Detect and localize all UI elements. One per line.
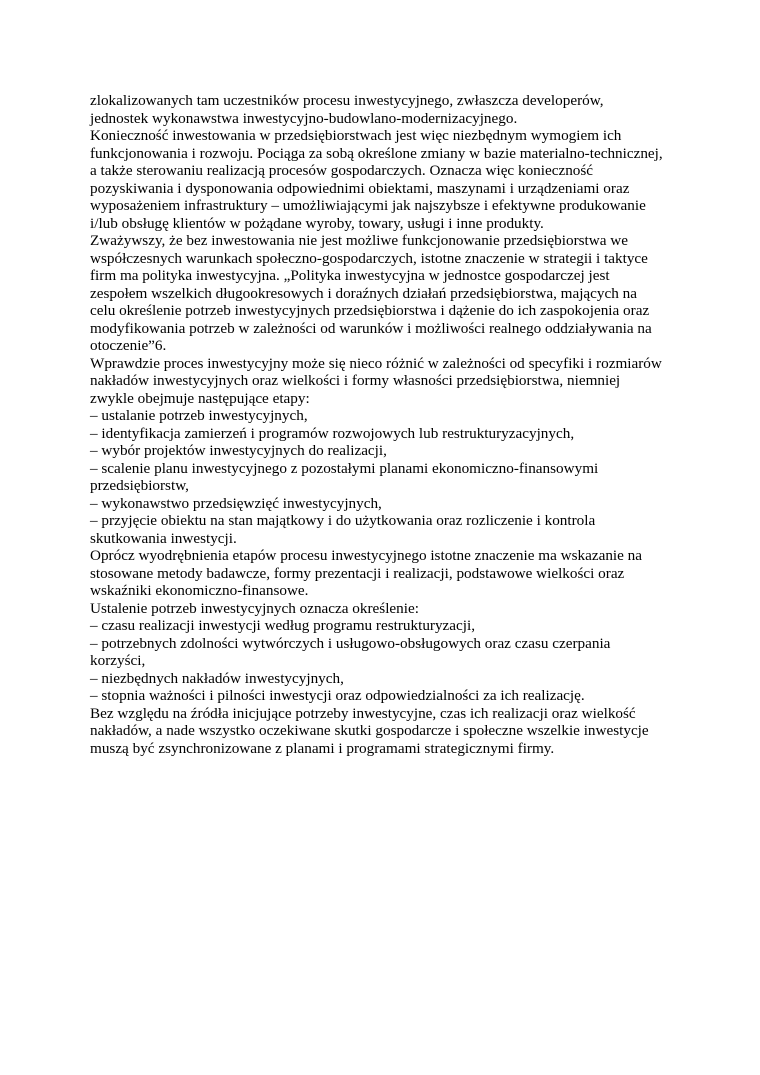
list-item: – przyjęcie obiektu na stan majątkowy i do użytkowania oraz rozliczenie i kontrola [90, 512, 596, 529]
text-line: muszą być zsynchronizowane z planami i programami strategicznymi firmy. [90, 739, 555, 757]
list-item: – identyfikacja zamierzeń i programów rozwojowych lub restrukturyzacyjnych, [90, 424, 575, 442]
text-line: modyfikowania potrzeb w zależności od warunków i możliwości realnego oddziaływania na [90, 319, 652, 337]
text-line: stosowane metody badawcze, formy prezentacji i realizacji, podstawowe wielkości oraz [90, 564, 625, 582]
text-line: współczesnych warunkach społeczno-gospodarczych, istotne znaczenie w strategii i taktyce [90, 249, 648, 267]
text-line: Konieczność inwestowania w przedsiębiorstwach jest więc niezbędnym wymogiem ich [90, 127, 622, 144]
text-line: jednostek wykonawstwa inwestycyjno-budowlano-modernizacyjnego. [90, 109, 518, 127]
document-body-text [90, 92, 690, 757]
text-line: nakładów inwestycyjnych oraz wielkości i formy własności przedsiębiorstwa, niemniej [90, 372, 621, 389]
text-line: a także sterowaniu realizacją procesów gospodarczych. Oznacza więc konieczność [90, 162, 594, 179]
text-line: zespołem wszelkich długookresowych i doraźnych działań przedsiębiorstwa, mających na [90, 284, 637, 302]
list-item: – wybór projektów inwestycyjnych do realizacji, [90, 442, 387, 459]
text-line: celu określenie potrzeb inwestycyjnych przedsiębiorstwa i dążenie do ich zaspokojenia oraz [90, 302, 650, 319]
text-line: przedsiębiorstw, [90, 477, 189, 494]
text-line: skutkowania inwestycji. [90, 529, 237, 547]
list-item: – potrzebnych zdolności wytwórczych i usługowo-obsługowych oraz czasu czerpania [90, 634, 611, 652]
list-item: – stopnia ważności i pilności inwestycji oraz odpowiedzialności za ich realizację. [90, 687, 585, 704]
text-line: zlokalizowanych tam uczestników procesu inwestycyjnego, zwłaszcza developerów, [90, 92, 604, 109]
text-line: zwykle obejmuje następujące etapy: [90, 389, 310, 407]
text-line: Bez względu na źródła inicjujące potrzeby inwestycyjne, czas ich realizacji oraz wielkość [90, 704, 636, 722]
text-line: Zważywszy, że bez inwestowania nie jest możliwe funkcjonowanie przedsiębiorstwa we [90, 232, 628, 249]
text-line: pozyskiwania i dysponowania odpowiednimi obiektami, maszynami i urządzeniami oraz [90, 179, 630, 197]
list-item: – ustalanie potrzeb inwestycyjnych, [90, 407, 308, 424]
list-item: – czasu realizacji inwestycji według programu restrukturyzacji, [90, 617, 476, 634]
text-line: Oprócz wyodrębnienia etapów procesu inwestycyjnego istotne znaczenie ma wskazanie na [90, 547, 643, 564]
text-line: Wprawdzie proces inwestycyjny może się nieco różnić w zależności od specyfiki i rozmiarów [90, 354, 662, 372]
text-line: i/lub obsługę klientów w pożądane wyroby, towary, usługi i inne produkty. [90, 214, 544, 232]
list-item: – wykonawstwo przedsięwzięć inwestycyjnych, [90, 494, 382, 512]
text-line: firm ma polityka inwestycyjna. „Polityka inwestycyjna w jednostce gospodarczej jest [90, 267, 610, 284]
text-line: otoczenie”6. [90, 337, 167, 354]
list-item: – scalenie planu inwestycyjnego z pozostałymi planami ekonomiczno-finansowymi [90, 459, 599, 477]
text-line: funkcjonowania i rozwoju. Pociąga za sobą określone zmiany w bazie materialno-technicznej, [90, 144, 663, 162]
text-line: wskaźniki ekonomiczno-finansowe. [90, 582, 309, 599]
list-item: – niezbędnych nakładów inwestycyjnych, [90, 669, 344, 687]
text-line: korzyści, [90, 652, 146, 669]
text-line: Ustalenie potrzeb inwestycyjnych oznacza określenie: [90, 599, 419, 617]
text-line: nakładów, a nade wszystko oczekiwane skutki gospodarcze i społeczne wszelkie inwestycje [90, 722, 649, 739]
text-line: wyposażeniem infrastruktury – umożliwiającymi jak najszybsze i efektywne produkowanie [90, 197, 646, 214]
